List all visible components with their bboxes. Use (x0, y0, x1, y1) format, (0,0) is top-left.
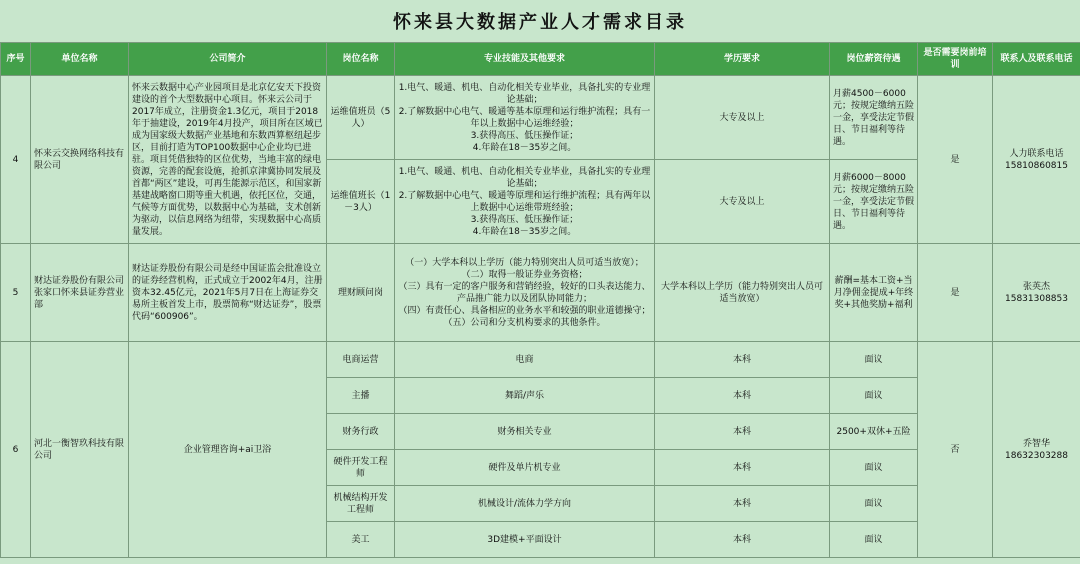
education-requirement: 本科 (655, 414, 830, 450)
company-name: 河北一衡智玖科技有限公司 (31, 342, 129, 558)
position-requirements: 硬件及单片机专业 (395, 450, 655, 486)
education-requirement: 本科 (655, 450, 830, 486)
position-name: 机械结构开发工程师 (327, 486, 395, 522)
education-requirement: 大专及以上 (655, 160, 830, 244)
company-intro: 企业管理咨询+ai卫浴 (129, 342, 327, 558)
header-cell: 序号 (1, 43, 31, 76)
salary: 面议 (830, 522, 918, 558)
position-name: 财务行政 (327, 414, 395, 450)
education-requirement: 大专及以上 (655, 76, 830, 160)
company-name: 怀来云交换网络科技有限公司 (31, 76, 129, 244)
position-requirements: 1.电气、暖通、机电、自动化相关专业毕业，具备扎实的专业理论基础； 2.了解数据中心电气、暖通等原理和运行维护流程；具有两年以上数据中心运维带班经验； 3.获得高压、低压操作证； 4.年龄在18－35岁之间。 (395, 160, 655, 244)
salary: 面议 (830, 378, 918, 414)
contact: 人力联系电话 15810860815 (993, 76, 1080, 244)
page-title: 怀来县大数据产业人才需求目录 (393, 12, 687, 33)
position-name: 理财顾问岗 (327, 244, 395, 342)
company-intro: 怀来云数据中心产业园项目是北京亿安天下投资建设的首个大型数据中心项目。怀来云公司于2017年成立，注册资金1.3亿元，项目于2018年于抽建设，2019年4月投产，项目所在区域已成为国家级大数据产业基地和东数西算枢纽起步区，目前打造为TOP100数据中心企业均已进驻。项目凭借独特的区位优势，当地丰富的绿电资源，完善的配套设施，抢抓京津冀协同发展及首都“两区”建设，可再生能源示范区，和国家新基建战略窗口期等重大机遇，依托区位，交通，气候等方面优势，以数据中心为基础，支术创新为驱动，以信息网络为纽带，实现数据中心高质量发展。 (129, 76, 327, 244)
position-requirements: 电商 (395, 342, 655, 378)
salary: 薪酬=基本工资+当月净佣金提成+年终奖+其他奖励+福利 (830, 244, 918, 342)
header-cell: 是否需要岗前培训 (918, 43, 993, 76)
position-name: 运维值班长（1－3人） (327, 160, 395, 244)
salary: 面议 (830, 342, 918, 378)
header-cell: 岗位薪资待遇 (830, 43, 918, 76)
header-cell: 单位名称 (31, 43, 129, 76)
training-required: 是 (918, 244, 993, 342)
row-number: 5 (1, 244, 31, 342)
position-requirements: 3D建模+平面设计 (395, 522, 655, 558)
table-row (1, 342, 1080, 378)
salary: 月薪4500－6000元；按规定缴纳五险一金，享受法定节假日、节日福利等待遇。 (830, 76, 918, 160)
contact: 张英杰 15831308853 (993, 244, 1080, 342)
position-name: 硬件开发工程师 (327, 450, 395, 486)
position-name: 运维值班员（5人） (327, 76, 395, 160)
training-required: 否 (918, 342, 993, 558)
position-requirements: （一）大学本科以上学历（能力特别突出人员可适当放宽）； （二）取得一般证券业务资格； （三）具有一定的客户服务和营销经验，较好的口头表达能力、产品推广能力以及团队协同能力； （四）有责任心、具备相应的业务水平和较强的职业道德操守； （五）公司和分支机构要求的其他条件。 (395, 244, 655, 342)
talent-demand-table (0, 42, 1080, 558)
table-row (1, 76, 1080, 160)
education-requirement: 本科 (655, 378, 830, 414)
header-row (1, 43, 1080, 76)
education-requirement: 大学本科以上学历（能力特别突出人员可适当放宽） (655, 244, 830, 342)
position-name: 美工 (327, 522, 395, 558)
company-intro: 财达证券股份有限公司是经中国证监会批准设立的证券经营机构，正式成立于2002年4月，注册资本32.45亿元，2021年5月7日在上海证券交易所主板首发上市，股票简称“财达证券”，股票代码“600906”。 (129, 244, 327, 342)
header-cell: 公司简介 (129, 43, 327, 76)
position-requirements: 财务相关专业 (395, 414, 655, 450)
table-row (1, 244, 1080, 342)
position-requirements: 舞蹈/声乐 (395, 378, 655, 414)
salary: 2500+双休+五险 (830, 414, 918, 450)
position-name: 电商运营 (327, 342, 395, 378)
row-number: 6 (1, 342, 31, 558)
header-cell: 专业技能及其他要求 (395, 43, 655, 76)
education-requirement: 本科 (655, 342, 830, 378)
training-required: 是 (918, 76, 993, 244)
education-requirement: 本科 (655, 486, 830, 522)
salary: 月薪6000－8000元；按规定缴纳五险一金，享受法定节假日、节日福利等待遇。 (830, 160, 918, 244)
position-requirements: 1.电气、暖通、机电、自动化相关专业毕业，具备扎实的专业理论基础； 2.了解数据中心电气、暖通等基本原理和运行维护流程；具有一年以上数据中心运维经验； 3.获得高压、低压操作证； 4.年龄在18－35岁之间。 (395, 76, 655, 160)
contact: 乔智华 18632303288 (993, 342, 1080, 558)
row-number: 4 (1, 76, 31, 244)
header-cell: 联系人及联系电话 (993, 43, 1080, 76)
salary: 面议 (830, 450, 918, 486)
education-requirement: 本科 (655, 522, 830, 558)
position-name: 主播 (327, 378, 395, 414)
header-cell: 学历要求 (655, 43, 830, 76)
position-requirements: 机械设计/流体力学方向 (395, 486, 655, 522)
salary: 面议 (830, 486, 918, 522)
company-name: 财达证券股份有限公司张家口怀来县证券营业部 (31, 244, 129, 342)
header-cell: 岗位名称 (327, 43, 395, 76)
